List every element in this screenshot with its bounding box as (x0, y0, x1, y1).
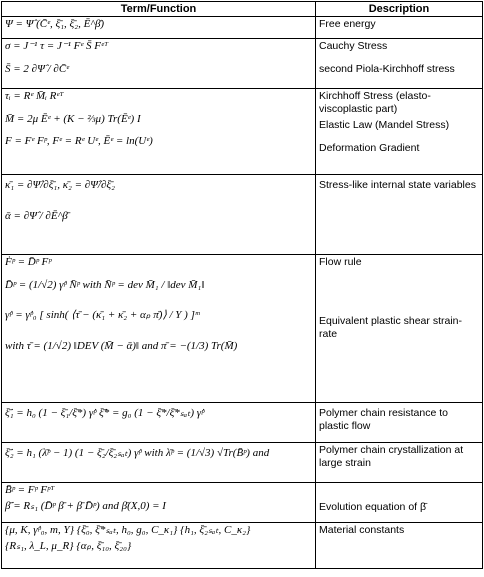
table-row (2, 39, 483, 89)
description-cell (316, 255, 483, 403)
description-line: Equivalent plastic shear strain-rate (319, 315, 462, 341)
equation-line: {μ, K, γ̇ᵖ₀, m, Y} {ξ̄₀, ξ̄*ₛₐₜ, h₀, g₀, C_κ₁} {h₁, ξ̄₂ₛₐₜ, C_κ₂} (5, 524, 251, 536)
equation-line: {Rₛ₁, λ_L, μ_R} {αₚ, ξ̄₁₀, ξ̄₂₀} (5, 539, 132, 552)
flow-rule-equations (2, 255, 316, 403)
equation-line: Ḟᵖ = D̄ᵖ Fᵖ (5, 256, 52, 268)
equation-line: γ̇ᵖ = γ̇ᵖ₀ [ sinh( ⟨τ̄ − (κ̄₁ + κ̄₂ + αₚ π̄)⟩ / Y ) ]ᵐ (5, 309, 200, 322)
table-row (2, 523, 483, 569)
description-line: Cauchy Stress (319, 40, 388, 52)
equation-line: F = Fᵉ Fᵖ, Fᵉ = Rᵉ Uᵉ, Ēᵉ = ln(Uᵉ) (5, 135, 153, 148)
free-energy-equation (2, 17, 316, 39)
material-constants-sets (2, 523, 316, 569)
equation-line: M̄ = 2μ Ēᵉ + (K − ⅔μ) Tr(Ēᵉ) I (5, 112, 141, 125)
table-row (2, 443, 483, 483)
description-cell (316, 39, 483, 89)
equation-line: τᵢ = Rᵉ M̄ᵢ Rᵉᵀ (5, 90, 64, 102)
table-row (2, 483, 483, 523)
description-line: Evolution equation of β̄ (319, 501, 427, 513)
description-line: Polymer chain crystallization at large strain (319, 444, 464, 470)
evolution-equations (2, 483, 316, 523)
description-cell (316, 443, 483, 483)
terms-table (1, 1, 483, 569)
equation-line: S̄ = 2 ∂Ψ̂ / ∂C̄ᵉ (5, 62, 70, 75)
description-line: second Piola-Kirchhoff stress (319, 63, 455, 76)
description-line: Material constants (319, 524, 405, 536)
table-row (2, 89, 483, 175)
term-function-header: Term/Function (2, 2, 316, 17)
description-cell (316, 483, 483, 523)
table-row (2, 17, 483, 39)
table-row (2, 403, 483, 443)
equation-line: B̄ᵖ = Fᵖ Fᵖᵀ (5, 484, 55, 496)
kirchhoff-equations (2, 89, 316, 175)
equation-line: ᾱ = ∂Ψ̂ / ∂Ē^β̄ (5, 209, 68, 222)
stress-equations (2, 39, 316, 89)
description-cell (316, 403, 483, 443)
description-line: Flow rule (319, 256, 362, 268)
description-line: Deformation Gradient (319, 142, 420, 155)
internal-state-equations (2, 175, 316, 255)
equation-line: ξ̄̇₁ = h₀ (1 − ξ̄₁/ξ̄*) γ̇ᵖ ξ̄̇* = g₀ (1 − ξ̄*/ξ̄*ₛₐₜ) γ̇ᵖ (5, 407, 205, 419)
equation-line: with τ̄ = (1/√2) ‖DEV (M̄ − ᾱ)‖ and π̄ = −(1/3) Tr(M̄) (5, 339, 238, 352)
equation-line: D̄ᵖ = (1/√2) γ̇ᵖ N̄ᵖ with N̄ᵖ = dev M̄₁ / ‖dev M̄₁‖ (5, 278, 205, 291)
description-line: Kirchhoff Stress (elasto-viscoplastic part) (319, 90, 431, 116)
description-cell (316, 175, 483, 255)
description-line: Elastic Law (Mandel Stress) (319, 119, 450, 132)
equation-line: σ = J⁻¹ τ = J⁻¹ Fᵉ S̄ Fᵉᵀ (5, 40, 109, 52)
description-header: Description (316, 2, 483, 17)
header-row (2, 2, 483, 17)
description-line: Stress-like internal state variables (319, 179, 476, 191)
equation-line: Ψ = Ψ̂ (C̄ᵉ, ξ̄₁, ξ̄₂, Ē^β̄) (5, 18, 105, 30)
equation-line: κ̄₁ = ∂Ψ̂/∂ξ̄₁, κ̄₂ = ∂Ψ̂/∂ξ̄₂ (5, 179, 115, 191)
chain-crystallization-equation (2, 443, 316, 483)
description-cell (316, 17, 483, 39)
description-cell (316, 523, 483, 569)
chain-resistance-equation (2, 403, 316, 443)
description-line: Polymer chain resistance to plastic flow (319, 407, 448, 433)
description-cell (316, 89, 483, 175)
table-row (2, 255, 483, 403)
description-line: Free energy (319, 18, 376, 30)
equation-line: β̄̇ = Rₛ₁ (D̄ᵖ β̄ + β̄ D̄ᵖ) and β̄(X,0) = I (5, 499, 166, 512)
equation-line: ξ̄̇₂ = h₁ (λ̄ᵖ − 1) (1 − ξ̄₂/ξ̄₂ₛₐₜ) γ̇ᵖ with λ̄ᵖ = (1/√3) √Tr(B̄ᵖ) and (5, 447, 270, 459)
table-row (2, 175, 483, 255)
